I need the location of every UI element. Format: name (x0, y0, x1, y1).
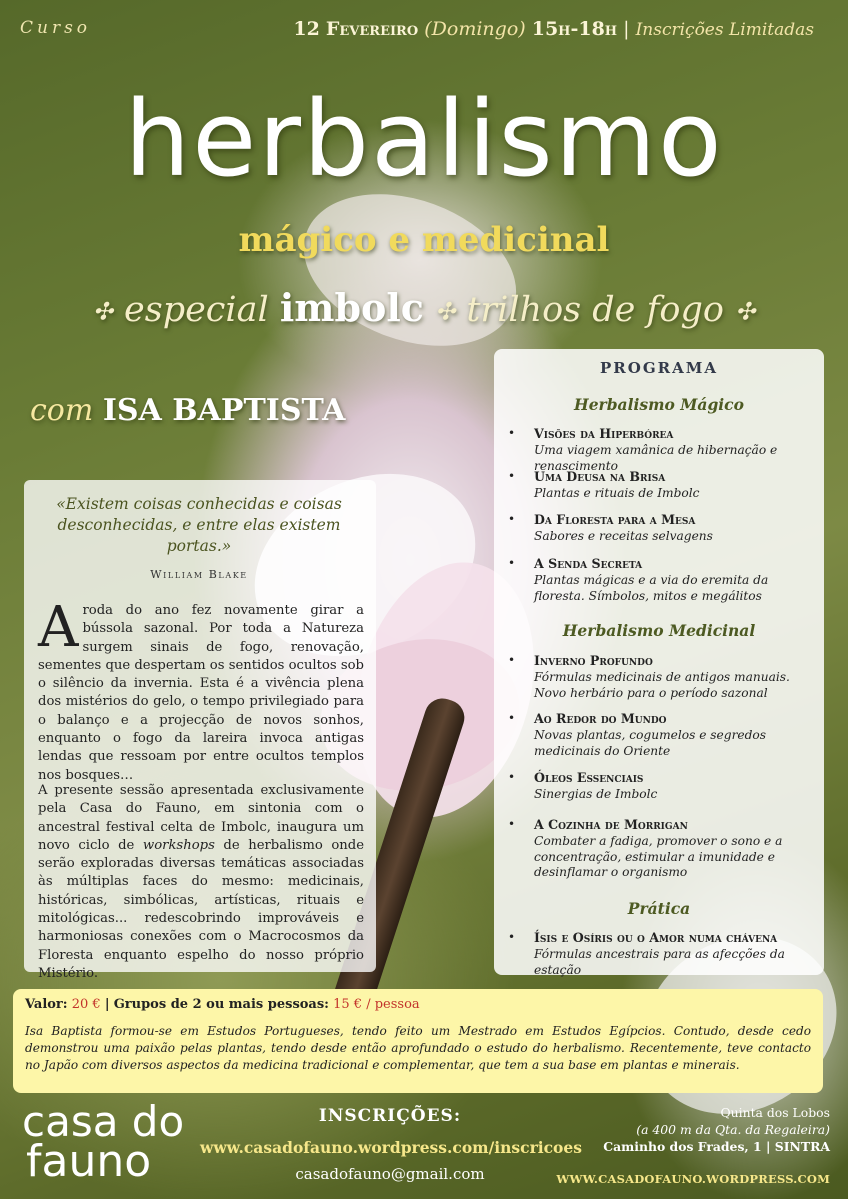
separator: | (623, 18, 630, 40)
pricing-line (25, 997, 420, 1012)
separator: | (104, 997, 110, 1012)
address-line: Quinta dos Lobos (720, 1105, 830, 1120)
item-description: Uma viagem xamânica de hibernação e renascimento (534, 443, 778, 473)
presenter-line (30, 393, 345, 428)
item-title: Uma Deusa na Brisa (534, 469, 666, 484)
bullet: • (508, 770, 516, 784)
logo-casa-do: casa do (22, 1097, 185, 1146)
bullet: • (508, 556, 516, 570)
ornament-icon: ✣ (435, 297, 456, 326)
pricing-bio-box (13, 989, 823, 1093)
item-title: Ao Redor do Mundo (534, 711, 667, 726)
website-link[interactable]: WWW.CASADOFAUNO.WORDPRESS.COM (556, 1172, 830, 1186)
signup-label: INSCRIÇÕES: (318, 1106, 462, 1126)
bullet: • (508, 711, 516, 725)
date-number: 12 (293, 18, 320, 40)
intro-text: roda do ano fez novamente girar a bússola sazonal. Por toda a Natureza surgem sinais de fogo, renovação, sementes que despertam os sentidos ocultos sob o silêncio da invernia. Esta é a vivência plena dos mistérios do gelo, o tempo privilegiado para o balanço e a projecção de novos sonhos, enquanto o fogo da lareira invoca antigas lendas que ressoam por entre ocultos templos nos bosques… (38, 603, 364, 783)
quote-text: «Existem coisas conhecidas e coisas desconhecidas, e entre elas existem portas.» (56, 495, 342, 555)
bullet: • (508, 653, 516, 667)
description-panel (24, 480, 376, 981)
special-word: especial (124, 290, 269, 330)
section-title-pratica: Prática (627, 899, 691, 918)
date-month: Fevereiro (325, 18, 419, 40)
address-line: Caminho dos Frades, 1 | SINTRA (603, 1139, 830, 1154)
bullet: • (508, 930, 516, 944)
bullet: • (508, 817, 516, 831)
logo-fauno: fauno (26, 1136, 152, 1187)
item-description: Novas plantas, cogumelos e segredos medicinais do Oriente (534, 728, 766, 758)
ornament-icon: ✣ (735, 297, 756, 326)
trilhos-word: trilhos de fogo (466, 290, 724, 330)
item-description: Combater a fadiga, promover o sono e a concentração, estimular a imunidade e desinflamar o organismo (534, 834, 783, 880)
event-date (293, 18, 814, 40)
event-time: 15h-18h (531, 18, 618, 40)
page-title: herbalismo (124, 78, 724, 200)
group-price-unit: / pessoa (366, 997, 420, 1012)
bullet: • (508, 426, 516, 440)
item-title: Visões da Hiperbórea (534, 426, 674, 441)
date-weekday: (Domingo) (424, 18, 526, 40)
item-description: Sinergias de Imbolc (534, 787, 658, 801)
item-description: Plantas mágicas e a via do eremita da floresta. Símbolos, mitos e megálitos (534, 573, 769, 603)
bullet: • (508, 512, 516, 526)
course-label: Curso (20, 18, 92, 38)
item-title: Inverno Profundo (534, 653, 653, 668)
dropcap: A (38, 595, 79, 660)
section-title-magico: Herbalismo Mágico (574, 395, 744, 414)
item-title: Óleos Essenciais (534, 770, 644, 785)
item-description: Plantas e rituais de Imbolc (534, 486, 700, 500)
group-price-label: Grupos de 2 ou mais pessoas: (113, 997, 329, 1012)
bullet: • (508, 469, 516, 483)
address-line: (a 400 m da Qta. da Regaleira) (636, 1122, 830, 1137)
signup-email-link[interactable]: casadofauno@gmail.com (295, 1165, 485, 1183)
session-paragraph: A presente sessão apresentada exclusivamente pela Casa do Fauno, em sintonia com o ancestral festival celta de Imbolc, inaugura um novo ciclo de workshops de herbalismo onde serão exploradas diversas temáticas associadas às múltiplas faces do mesmo: medicinais, históricas, simbólicas, artísticas, rituais e mitológicas... redescobrindo improváveis e harmoniosas conexões com o Macrocosmos da Floresta enquanto espelho do nosso próprio Mistério. (38, 783, 364, 981)
item-title: A Cozinha de Morrigan (534, 817, 688, 832)
section-title-medicinal: Herbalismo Medicinal (562, 621, 756, 640)
imbolc-word: imbolc (279, 285, 424, 330)
intro-paragraph (38, 595, 364, 785)
limited-signups: Inscrições Limitadas (635, 20, 814, 40)
program-panel (494, 349, 824, 975)
item-title: Da Floresta para a Mesa (534, 512, 696, 527)
special-edition-line (0, 285, 848, 330)
program-title: PROGRAMA (600, 359, 718, 377)
price-value: 20 € (71, 997, 101, 1012)
workshops-word: workshops (142, 837, 215, 853)
item-description: Sabores e receitas selvagens (534, 529, 713, 543)
page-subtitle: mágico e medicinal (238, 220, 610, 260)
item-title: A Senda Secreta (534, 556, 643, 571)
signup-url-link[interactable]: www.casadofauno.wordpress.com/inscricoes (200, 1138, 582, 1157)
price-label: Valor: (25, 997, 68, 1012)
header-bar (0, 14, 848, 50)
presenter-name: ISA BAPTISTA (102, 393, 346, 428)
item-description: Fórmulas ancestrais para as afecções da estação (534, 947, 785, 977)
ornament-icon: ✣ (92, 297, 113, 326)
presenter-bio: Isa Baptista formou-se em Estudos Portugueses, tendo feito um Mestrado em Estudos Egípcios. Contudo, desde cedo demonstrou uma paixão pelas plantas, tendo desde então aprofundado o estudo do herbalismo. Recentemente, teve contacto no Japão com diversos aspectos da medicina tradicional e complementar, que tem a sua base em plantas e minerais. (25, 1024, 811, 1072)
item-title: Ísis e Osíris ou o Amor numa chávena (534, 930, 778, 945)
group-price-value: 15 € (333, 997, 363, 1012)
item-description: Fórmulas medicinais de antigos manuais. Novo herbário para o período sazonal (534, 670, 790, 700)
address-block (603, 1104, 830, 1155)
quote-author: William Blake (150, 568, 248, 581)
presenter-prefix: com (30, 393, 94, 428)
